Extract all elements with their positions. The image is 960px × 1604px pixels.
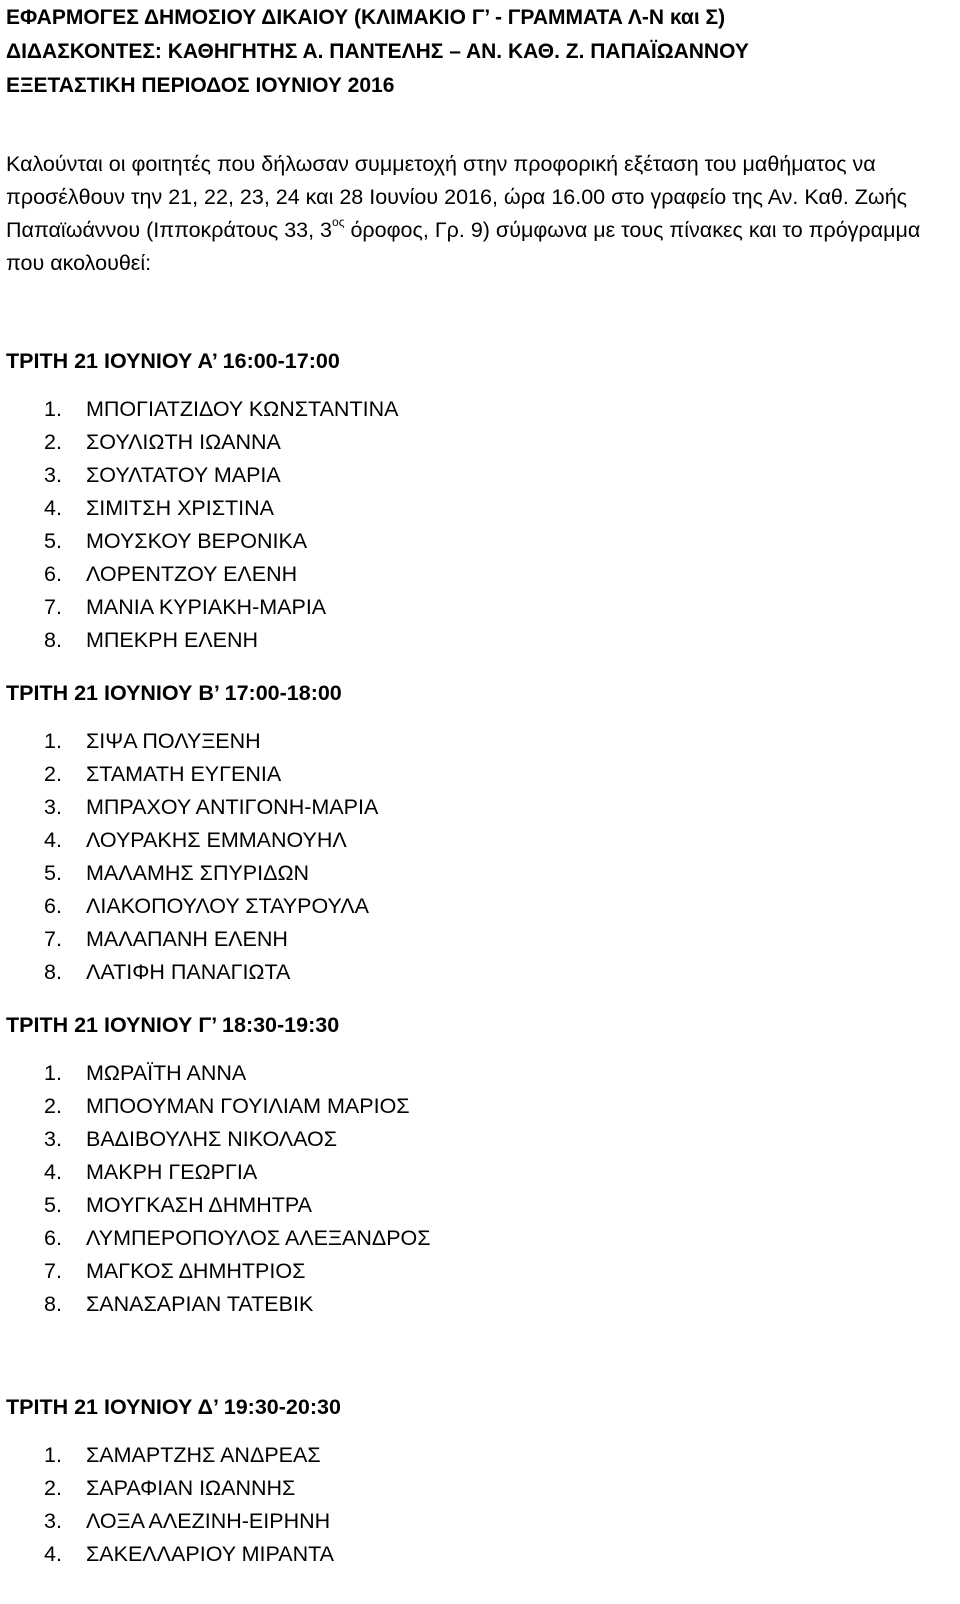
student-name: ΣΑΚΕΛΛΑΡΙΟΥ ΜΙΡΑΝΤΑ	[86, 1542, 335, 1566]
item-number: 5.	[44, 861, 62, 885]
student-name: ΜΑΚΡΗ ΓΕΩΡΓΙΑ	[86, 1160, 258, 1184]
list-item	[6, 1222, 946, 1255]
item-number: 1.	[44, 397, 62, 421]
item-number: 3.	[44, 463, 62, 487]
student-name: ΜΑΝΙΑ ΚΥΡΙΑΚΗ-ΜΑΡΙΑ	[86, 595, 327, 619]
list-item	[6, 758, 946, 791]
item-number: 7.	[44, 1259, 62, 1283]
item-number: 8.	[44, 628, 62, 652]
session-a	[6, 346, 946, 657]
item-number: 7.	[44, 595, 62, 619]
list-item	[6, 525, 946, 558]
student-name: ΜΑΛΑΜΗΣ ΣΠΥΡΙΔΩΝ	[86, 861, 310, 885]
item-number: 6.	[44, 562, 62, 586]
list-item	[6, 857, 946, 890]
intro-text-part2: όροφος, Γρ. 9) σύμφωνα με τους πίνακες και το πρόγραμμα που ακολουθεί:	[6, 218, 921, 275]
intro-text-part1: Καλούνται οι φοιτητές που δήλωσαν συμμετοχή στην προφορική εξέταση του μαθήματος να προσέλθουν την 21, 22, 23, 24 και 28 Ιουνίου 2016, ώρα 16.00 στο γραφείο της Αν. Καθ. Ζωής Παπαϊωάννου (Ιπποκράτους 33, 3	[6, 152, 908, 242]
session-title: ΤΡΙΤΗ 21 ΙΟΥΝΙΟΥ Δ’ 19:30-20:30	[6, 1395, 341, 1419]
list-item	[6, 1505, 946, 1538]
item-number: 8.	[44, 1292, 62, 1316]
student-list	[6, 1057, 946, 1321]
item-number: 3.	[44, 1127, 62, 1151]
list-item	[6, 426, 946, 459]
student-name: ΜΩΡΑΪΤΗ ΑΝΝΑ	[86, 1061, 247, 1085]
item-number: 2.	[44, 1094, 62, 1118]
student-name: ΛΑΤΙΦΗ ΠΑΝΑΓΙΩΤΑ	[86, 960, 291, 984]
student-name: ΜΠΕΚΡΗ ΕΛΕΝΗ	[86, 628, 259, 652]
session-b	[6, 678, 946, 989]
list-item	[6, 591, 946, 624]
list-item	[6, 923, 946, 956]
document-page	[6, 0, 954, 1566]
list-item	[6, 956, 946, 989]
student-name: ΣΟΥΛΤΑΤΟΥ ΜΑΡΙΑ	[86, 463, 281, 487]
list-item	[6, 824, 946, 857]
student-name: ΜΟΥΓΚΑΣΗ ΔΗΜΗΤΡΑ	[86, 1193, 312, 1217]
student-name: ΣΟΥΛΙΩΤΗ ΙΩΑΝΝΑ	[86, 430, 281, 454]
item-number: 4.	[44, 828, 62, 852]
list-item	[6, 558, 946, 591]
list-item	[6, 1156, 946, 1189]
list-item	[6, 1288, 946, 1321]
item-number: 6.	[44, 1226, 62, 1250]
student-list	[6, 393, 946, 657]
student-list	[6, 725, 946, 989]
intro-superscript: ος	[332, 215, 345, 229]
list-item	[6, 492, 946, 525]
student-name: ΛΟΡΕΝΤΖΟΥ ΕΛΕΝΗ	[86, 562, 298, 586]
instructors-line: ΔΙΔΑΣΚΟΝΤΕΣ: ΚΑΘΗΓΗΤΗΣ Α. ΠΑΝΤΕΛΗΣ – ΑΝ. ΚΑΘ. Ζ. ΠΑΠΑΪΩΑΝΝΟΥ	[6, 40, 749, 63]
item-number: 4.	[44, 1160, 62, 1184]
item-number: 2.	[44, 1476, 62, 1500]
session-title: ΤΡΙΤΗ 21 ΙΟΥΝΙΟΥ Γ’ 18:30-19:30	[6, 1013, 340, 1037]
item-number: 1.	[44, 1443, 62, 1467]
item-number: 7.	[44, 927, 62, 951]
exam-period-line: ΕΞΕΤΑΣΤΙΚΗ ΠΕΡΙΟΔΟΣ ΙΟΥΝΙΟΥ 2016	[6, 74, 395, 97]
list-item	[6, 1538, 946, 1571]
list-item	[6, 393, 946, 426]
item-number: 1.	[44, 1061, 62, 1085]
list-item	[6, 1255, 946, 1288]
student-name: ΛΙΑΚΟΠΟΥΛΟΥ ΣΤΑΥΡΟΥΛΑ	[86, 894, 369, 918]
list-item	[6, 890, 946, 923]
student-name: ΛΟΞΑ ΑΛΕΖΙΝΗ-ΕΙΡΗΝΗ	[86, 1509, 331, 1533]
item-number: 6.	[44, 894, 62, 918]
item-number: 1.	[44, 729, 62, 753]
student-name: ΜΟΥΣΚΟΥ ΒΕΡΟΝΙΚΑ	[86, 529, 308, 553]
list-item	[6, 1057, 946, 1090]
list-item	[6, 1123, 946, 1156]
list-item	[6, 725, 946, 758]
item-number: 8.	[44, 960, 62, 984]
student-name: ΛΥΜΠΕΡΟΠΟΥΛΟΣ ΑΛΕΞΑΝΔΡΟΣ	[86, 1226, 431, 1250]
item-number: 4.	[44, 1542, 62, 1566]
student-name: ΣΤΑΜΑΤΗ ΕΥΓΕΝΙΑ	[86, 762, 282, 786]
session-d	[6, 1392, 946, 1571]
list-item	[6, 1439, 946, 1472]
student-name: ΣΑΡΑΦΙΑΝ ΙΩΑΝΝΗΣ	[86, 1476, 296, 1500]
student-name: ΜΑΛΑΠΑΝΗ ΕΛΕΝΗ	[86, 927, 288, 951]
item-number: 5.	[44, 1193, 62, 1217]
student-name: ΜΠΟΓΙΑΤΖΙΔΟΥ ΚΩΝΣΤΑΝΤΙΝΑ	[86, 397, 399, 421]
student-name: ΣΙΜΙΤΣΗ ΧΡΙΣΤΙΝΑ	[86, 496, 274, 520]
item-number: 3.	[44, 795, 62, 819]
item-number: 4.	[44, 496, 62, 520]
student-name: ΜΑΓΚΟΣ ΔΗΜΗΤΡΙΟΣ	[86, 1259, 306, 1283]
list-item	[6, 624, 946, 657]
intro-paragraph	[6, 148, 946, 280]
student-name: ΜΠΟΟΥΜΑΝ ΓΟΥΙΛΙΑΜ ΜΑΡΙΟΣ	[86, 1094, 410, 1118]
item-number: 5.	[44, 529, 62, 553]
student-name: ΒΑΔΙΒΟΥΛΗΣ ΝΙΚΟΛΑΟΣ	[86, 1127, 338, 1151]
item-number: 2.	[44, 430, 62, 454]
session-title: ΤΡΙΤΗ 21 ΙΟΥΝΙΟΥ Β’ 17:00-18:00	[6, 681, 342, 705]
student-name: ΜΠΡΑΧΟΥ ΑΝΤΙΓΟΝΗ-ΜΑΡΙΑ	[86, 795, 379, 819]
student-name: ΣΙΨΑ ΠΟΛΥΞΕΝΗ	[86, 729, 261, 753]
list-item	[6, 1472, 946, 1505]
item-number: 3.	[44, 1509, 62, 1533]
list-item	[6, 1090, 946, 1123]
student-name: ΣΑΜΑΡΤΖΗΣ ΑΝΔΡΕΑΣ	[86, 1443, 321, 1467]
student-name: ΣΑΝΑΣΑΡΙΑΝ ΤΑΤΕΒΙΚ	[86, 1292, 314, 1316]
session-c	[6, 1010, 946, 1321]
student-name: ΛΟΥΡΑΚΗΣ ΕΜΜΑΝΟΥΗΛ	[86, 828, 347, 852]
list-item	[6, 459, 946, 492]
list-item	[6, 791, 946, 824]
student-list	[6, 1439, 946, 1571]
item-number: 2.	[44, 762, 62, 786]
session-title: ΤΡΙΤΗ 21 ΙΟΥΝΙΟΥ Α’ 16:00-17:00	[6, 349, 340, 373]
course-title: ΕΦΑΡΜΟΓΕΣ ΔΗΜΟΣΙΟΥ ΔΙΚΑΙΟΥ (ΚΛΙΜΑΚΙΟ Γ’ - ΓΡΑΜΜΑΤΑ Λ-Ν και Σ)	[6, 6, 726, 29]
list-item	[6, 1189, 946, 1222]
